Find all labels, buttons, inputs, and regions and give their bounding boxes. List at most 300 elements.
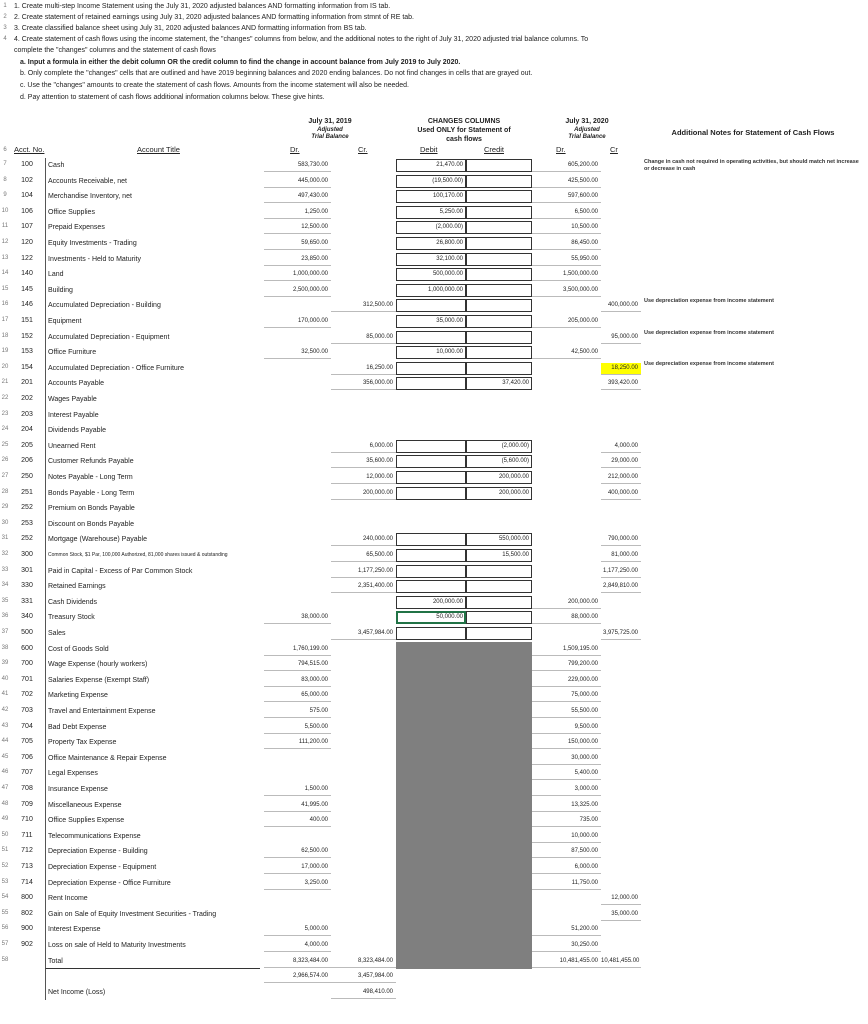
change-credit-cell[interactable]: 37,420.00 bbox=[502, 380, 529, 387]
cr-2020-cell[interactable] bbox=[601, 254, 641, 265]
change-credit-cell[interactable]: (5,600.00) bbox=[501, 458, 529, 465]
cr-2020-cell[interactable] bbox=[601, 394, 641, 405]
change-debit-cell[interactable] bbox=[396, 784, 466, 795]
cr-2019-cell[interactable] bbox=[331, 909, 396, 920]
change-debit-cell[interactable] bbox=[396, 659, 466, 670]
dr-2019-cell[interactable] bbox=[264, 519, 331, 530]
dr-2020-cell[interactable] bbox=[532, 566, 601, 577]
cr-2020-cell[interactable]: 3,975,725.00 bbox=[602, 630, 638, 636]
dr-2020-cell[interactable]: 425,500.00 bbox=[567, 177, 598, 184]
dr-2019-cell[interactable] bbox=[264, 909, 331, 920]
cr-2020-cell[interactable] bbox=[601, 269, 641, 280]
cr-2019-cell[interactable] bbox=[331, 347, 396, 358]
change-credit-cell[interactable] bbox=[466, 222, 532, 233]
dr-2019-cell[interactable] bbox=[264, 363, 331, 374]
dr-2019-cell[interactable]: 445,000.00 bbox=[297, 177, 328, 184]
change-debit-cell[interactable]: 35,000.00 bbox=[436, 318, 463, 324]
dr-2020-cell[interactable]: 55,950.00 bbox=[571, 255, 598, 262]
cr-2019-cell[interactable] bbox=[331, 597, 396, 608]
change-credit-cell[interactable] bbox=[466, 316, 532, 327]
change-credit-cell[interactable] bbox=[466, 784, 532, 795]
cr-2020-cell[interactable] bbox=[601, 675, 641, 686]
cr-2020-cell[interactable] bbox=[601, 207, 641, 218]
change-debit-cell[interactable] bbox=[396, 488, 466, 499]
dr-2019-cell[interactable] bbox=[264, 768, 331, 779]
change-credit-cell[interactable] bbox=[466, 254, 532, 265]
change-debit-cell[interactable] bbox=[396, 940, 466, 951]
dr-2019-cell[interactable] bbox=[264, 472, 331, 483]
dr-2020-cell[interactable]: 735.00 bbox=[579, 817, 598, 824]
dr-2020-cell[interactable] bbox=[532, 488, 601, 499]
change-debit-cell[interactable]: (2,000.00) bbox=[435, 224, 463, 231]
change-debit-cell[interactable] bbox=[396, 363, 466, 374]
cr-2019-cell[interactable] bbox=[331, 768, 396, 779]
dr-2020-cell[interactable]: 605,200.00 bbox=[567, 162, 598, 168]
dr-2020-cell[interactable]: 11,750.00 bbox=[571, 879, 598, 886]
cr-2019-cell[interactable]: 3,457,984.00 bbox=[357, 630, 393, 636]
dr-2019-cell[interactable]: 5,500.00 bbox=[304, 723, 328, 730]
dr-2019-cell[interactable] bbox=[264, 628, 331, 639]
cr-2019-cell[interactable] bbox=[331, 160, 396, 171]
change-credit-cell[interactable] bbox=[466, 566, 532, 577]
cr-2020-cell[interactable] bbox=[601, 425, 641, 436]
change-credit-cell[interactable] bbox=[466, 332, 532, 343]
dr-2020-cell[interactable]: 200,000.00 bbox=[567, 598, 598, 605]
cr-2019-cell[interactable]: 12,000.00 bbox=[366, 474, 393, 480]
dr-2019-cell[interactable]: 5,000.00 bbox=[304, 926, 328, 933]
dr-2019-cell[interactable]: 8,323,484.00 bbox=[292, 957, 328, 964]
dr-2019-cell[interactable]: 59,650.00 bbox=[301, 240, 328, 246]
change-credit-cell[interactable] bbox=[466, 160, 532, 171]
dr-2019-cell[interactable]: 2,966,574.00 bbox=[292, 973, 328, 980]
dr-2019-cell[interactable]: 62,500.00 bbox=[301, 848, 328, 855]
cr-2020-cell[interactable] bbox=[601, 815, 641, 826]
dr-2020-cell[interactable] bbox=[532, 425, 601, 436]
change-debit-cell[interactable]: 100,170.00 bbox=[432, 193, 463, 200]
dr-2019-cell[interactable] bbox=[264, 987, 331, 998]
dr-2020-cell[interactable]: 9,500.00 bbox=[574, 723, 598, 730]
cr-2020-cell[interactable]: 18,250.00 bbox=[601, 363, 641, 374]
change-debit-cell[interactable] bbox=[396, 846, 466, 857]
change-debit-cell[interactable] bbox=[396, 971, 466, 982]
dr-2020-cell[interactable] bbox=[532, 363, 601, 374]
dr-2020-cell[interactable] bbox=[532, 456, 601, 467]
cr-2020-cell[interactable]: 35,000.00 bbox=[611, 910, 638, 917]
dr-2020-cell[interactable]: 10,500.00 bbox=[571, 224, 598, 231]
change-debit-cell[interactable] bbox=[396, 675, 466, 686]
change-debit-cell[interactable]: 10,000.00 bbox=[436, 349, 463, 356]
cr-2019-cell[interactable] bbox=[331, 503, 396, 514]
change-credit-cell[interactable] bbox=[466, 909, 532, 920]
dr-2019-cell[interactable]: 2,500,000.00 bbox=[292, 286, 328, 293]
dr-2019-cell[interactable]: 65,000.00 bbox=[301, 692, 328, 699]
dr-2020-cell[interactable]: 597,600.00 bbox=[567, 193, 598, 200]
dr-2020-cell[interactable] bbox=[532, 300, 601, 311]
cr-2019-cell[interactable]: 85,000.00 bbox=[366, 333, 393, 340]
cr-2019-cell[interactable]: 200,000.00 bbox=[362, 489, 393, 496]
change-debit-cell[interactable] bbox=[396, 722, 466, 733]
change-debit-cell[interactable] bbox=[396, 581, 466, 592]
change-credit-cell[interactable] bbox=[466, 831, 532, 842]
cr-2019-cell[interactable] bbox=[331, 690, 396, 701]
cr-2019-cell[interactable] bbox=[331, 410, 396, 421]
cr-2020-cell[interactable] bbox=[601, 706, 641, 717]
cr-2019-cell[interactable]: 498,410.00 bbox=[362, 988, 393, 995]
change-debit-cell[interactable]: 26,800.00 bbox=[436, 240, 463, 246]
cr-2020-cell[interactable] bbox=[601, 238, 641, 249]
cr-2019-cell[interactable] bbox=[331, 238, 396, 249]
dr-2020-cell[interactable]: 799,200.00 bbox=[567, 661, 598, 668]
cr-2020-cell[interactable]: 12,000.00 bbox=[611, 895, 638, 902]
cr-2020-cell[interactable] bbox=[601, 846, 641, 857]
cr-2020-cell[interactable] bbox=[601, 940, 641, 951]
cr-2020-cell[interactable] bbox=[601, 347, 641, 358]
dr-2019-cell[interactable] bbox=[264, 753, 331, 764]
dr-2019-cell[interactable]: 1,250.00 bbox=[304, 208, 328, 215]
cr-2020-cell[interactable] bbox=[601, 784, 641, 795]
cr-2020-cell[interactable] bbox=[601, 971, 641, 982]
change-debit-cell[interactable]: 200,000.00 bbox=[432, 598, 463, 605]
dr-2019-cell[interactable] bbox=[264, 425, 331, 436]
change-debit-cell[interactable] bbox=[396, 815, 466, 826]
change-credit-cell[interactable] bbox=[466, 628, 532, 639]
cr-2019-cell[interactable]: 312,500.00 bbox=[362, 302, 393, 309]
dr-2020-cell[interactable] bbox=[532, 332, 601, 343]
cr-2020-cell[interactable]: 4,000.00 bbox=[614, 442, 638, 449]
change-debit-cell[interactable]: 500,000.00 bbox=[432, 271, 463, 278]
dr-2020-cell[interactable] bbox=[532, 581, 601, 592]
dr-2020-cell[interactable]: 10,481,455.00 bbox=[559, 957, 598, 964]
cr-2019-cell[interactable] bbox=[331, 737, 396, 748]
cr-2019-cell[interactable] bbox=[331, 269, 396, 280]
cr-2019-cell[interactable]: 35,600.00 bbox=[366, 458, 393, 465]
change-credit-cell[interactable] bbox=[466, 878, 532, 889]
change-debit-cell[interactable] bbox=[396, 566, 466, 577]
change-credit-cell[interactable] bbox=[466, 644, 532, 655]
dr-2020-cell[interactable] bbox=[532, 534, 601, 545]
cr-2019-cell[interactable]: 2,351,400.00 bbox=[357, 583, 393, 590]
change-debit-cell[interactable] bbox=[396, 690, 466, 701]
change-debit-cell[interactable] bbox=[396, 472, 466, 483]
dr-2019-cell[interactable] bbox=[264, 441, 331, 452]
dr-2020-cell[interactable]: 51,200.00 bbox=[571, 926, 598, 933]
change-credit-cell[interactable] bbox=[466, 425, 532, 436]
change-debit-cell[interactable] bbox=[396, 893, 466, 904]
cr-2019-cell[interactable] bbox=[331, 519, 396, 530]
cr-2019-cell[interactable] bbox=[331, 893, 396, 904]
cr-2020-cell[interactable]: 10,481,455.00 bbox=[601, 957, 640, 964]
dr-2019-cell[interactable]: 170,000.00 bbox=[297, 318, 328, 324]
cr-2020-cell[interactable] bbox=[601, 987, 641, 998]
change-credit-cell[interactable] bbox=[466, 940, 532, 951]
change-credit-cell[interactable] bbox=[466, 737, 532, 748]
change-debit-cell[interactable] bbox=[396, 987, 466, 998]
dr-2020-cell[interactable] bbox=[532, 550, 601, 561]
cr-2020-cell[interactable] bbox=[601, 191, 641, 202]
change-credit-cell[interactable] bbox=[466, 768, 532, 779]
dr-2019-cell[interactable]: 111,200.00 bbox=[298, 739, 328, 746]
cr-2020-cell[interactable]: 29,000.00 bbox=[611, 458, 638, 465]
cr-2019-cell[interactable] bbox=[331, 924, 396, 935]
cr-2019-cell[interactable] bbox=[331, 222, 396, 233]
dr-2020-cell[interactable]: 86,450.00 bbox=[571, 240, 598, 246]
cr-2019-cell[interactable] bbox=[331, 706, 396, 717]
cr-2020-cell[interactable] bbox=[601, 690, 641, 701]
cr-2019-cell[interactable] bbox=[331, 878, 396, 889]
dr-2019-cell[interactable]: 38,000.00 bbox=[301, 614, 328, 621]
cr-2020-cell[interactable] bbox=[601, 503, 641, 514]
change-credit-cell[interactable]: 200,000.00 bbox=[498, 489, 529, 496]
dr-2019-cell[interactable]: 17,000.00 bbox=[301, 864, 328, 870]
change-debit-cell[interactable]: (19,500.00) bbox=[432, 177, 463, 184]
change-credit-cell[interactable] bbox=[466, 207, 532, 218]
dr-2019-cell[interactable]: 497,430.00 bbox=[297, 193, 328, 200]
dr-2020-cell[interactable] bbox=[532, 378, 601, 389]
dr-2020-cell[interactable] bbox=[532, 628, 601, 639]
cr-2019-cell[interactable] bbox=[331, 753, 396, 764]
dr-2020-cell[interactable]: 10,000.00 bbox=[571, 832, 598, 839]
cr-2020-cell[interactable] bbox=[601, 222, 641, 233]
dr-2020-cell[interactable]: 42,500.00 bbox=[571, 349, 598, 356]
cr-2020-cell[interactable] bbox=[601, 659, 641, 670]
dr-2019-cell[interactable] bbox=[264, 456, 331, 467]
change-debit-cell[interactable] bbox=[396, 300, 466, 311]
change-credit-cell[interactable] bbox=[466, 410, 532, 421]
cr-2020-cell[interactable] bbox=[601, 878, 641, 889]
cr-2020-cell[interactable]: 95,000.00 bbox=[611, 333, 638, 340]
dr-2019-cell[interactable] bbox=[264, 394, 331, 405]
change-debit-cell[interactable] bbox=[396, 706, 466, 717]
dr-2020-cell[interactable] bbox=[532, 971, 601, 982]
dr-2020-cell[interactable] bbox=[532, 394, 601, 405]
cr-2020-cell[interactable] bbox=[601, 316, 641, 327]
cr-2019-cell[interactable]: 1,177,250.00 bbox=[357, 567, 393, 574]
cr-2019-cell[interactable] bbox=[331, 862, 396, 873]
dr-2020-cell[interactable] bbox=[532, 987, 601, 998]
dr-2019-cell[interactable] bbox=[264, 581, 331, 592]
dr-2019-cell[interactable]: 4,000.00 bbox=[304, 942, 328, 948]
cr-2020-cell[interactable]: 400,000.00 bbox=[607, 302, 638, 309]
change-credit-cell[interactable] bbox=[466, 612, 532, 623]
cr-2019-cell[interactable] bbox=[331, 285, 396, 296]
change-credit-cell[interactable] bbox=[466, 815, 532, 826]
dr-2019-cell[interactable] bbox=[264, 550, 331, 561]
change-credit-cell[interactable] bbox=[466, 753, 532, 764]
change-credit-cell[interactable] bbox=[466, 363, 532, 374]
dr-2020-cell[interactable]: 55,500.00 bbox=[571, 708, 598, 714]
change-credit-cell[interactable]: 550,000.00 bbox=[498, 536, 529, 543]
change-credit-cell[interactable] bbox=[466, 519, 532, 530]
cr-2019-cell[interactable]: 8,323,484.00 bbox=[357, 957, 393, 964]
change-credit-cell[interactable] bbox=[466, 597, 532, 608]
change-debit-cell[interactable] bbox=[396, 378, 466, 389]
change-credit-cell[interactable] bbox=[466, 191, 532, 202]
dr-2019-cell[interactable]: 83,000.00 bbox=[301, 676, 328, 683]
cr-2020-cell[interactable] bbox=[601, 410, 641, 421]
dr-2020-cell[interactable]: 1,509,195.00 bbox=[562, 645, 598, 652]
cr-2019-cell[interactable] bbox=[331, 316, 396, 327]
cr-2019-cell[interactable] bbox=[331, 831, 396, 842]
change-debit-cell[interactable] bbox=[396, 550, 466, 561]
dr-2019-cell[interactable] bbox=[264, 503, 331, 514]
dr-2020-cell[interactable]: 6,500.00 bbox=[574, 208, 598, 215]
cr-2019-cell[interactable]: 3,457,984.00 bbox=[357, 973, 393, 980]
change-credit-cell[interactable] bbox=[466, 581, 532, 592]
change-credit-cell[interactable] bbox=[466, 690, 532, 701]
cr-2020-cell[interactable]: 1,177,250.00 bbox=[602, 567, 638, 574]
change-credit-cell[interactable] bbox=[466, 675, 532, 686]
cr-2020-cell[interactable] bbox=[601, 831, 641, 842]
change-credit-cell[interactable]: (2,000.00) bbox=[501, 442, 529, 449]
cr-2020-cell[interactable] bbox=[601, 597, 641, 608]
dr-2019-cell[interactable]: 12,500.00 bbox=[301, 224, 328, 231]
cr-2020-cell[interactable] bbox=[601, 737, 641, 748]
cr-2019-cell[interactable] bbox=[331, 612, 396, 623]
change-credit-cell[interactable] bbox=[466, 503, 532, 514]
change-credit-cell[interactable]: 15,500.00 bbox=[502, 552, 529, 558]
change-debit-cell[interactable] bbox=[396, 737, 466, 748]
dr-2019-cell[interactable] bbox=[264, 534, 331, 545]
change-debit-cell[interactable] bbox=[396, 456, 466, 467]
cr-2020-cell[interactable] bbox=[601, 644, 641, 655]
change-debit-cell[interactable] bbox=[396, 425, 466, 436]
change-credit-cell[interactable] bbox=[466, 176, 532, 187]
dr-2020-cell[interactable] bbox=[532, 503, 601, 514]
change-debit-cell[interactable] bbox=[396, 909, 466, 920]
dr-2019-cell[interactable]: 400.00 bbox=[309, 817, 328, 824]
change-debit-cell[interactable] bbox=[396, 831, 466, 842]
change-credit-cell[interactable] bbox=[466, 238, 532, 249]
cr-2020-cell[interactable] bbox=[601, 176, 641, 187]
cr-2019-cell[interactable] bbox=[331, 940, 396, 951]
change-credit-cell[interactable] bbox=[466, 300, 532, 311]
change-credit-cell[interactable] bbox=[466, 971, 532, 982]
change-credit-cell[interactable] bbox=[466, 269, 532, 280]
change-debit-cell[interactable] bbox=[396, 332, 466, 343]
change-debit-cell[interactable]: 5,250.00 bbox=[439, 208, 463, 215]
change-credit-cell[interactable] bbox=[466, 659, 532, 670]
cr-2019-cell[interactable]: 240,000.00 bbox=[362, 536, 393, 543]
change-credit-cell[interactable] bbox=[466, 924, 532, 935]
dr-2019-cell[interactable]: 23,850.00 bbox=[301, 255, 328, 262]
change-debit-cell[interactable]: 50,000.00 bbox=[436, 614, 463, 621]
change-debit-cell[interactable] bbox=[396, 410, 466, 421]
cr-2020-cell[interactable] bbox=[601, 768, 641, 779]
dr-2019-cell[interactable] bbox=[264, 378, 331, 389]
change-debit-cell[interactable] bbox=[396, 924, 466, 935]
cr-2020-cell[interactable]: 2,849,810.00 bbox=[602, 583, 638, 590]
cr-2020-cell[interactable] bbox=[601, 753, 641, 764]
cr-2019-cell[interactable] bbox=[331, 659, 396, 670]
change-credit-cell[interactable] bbox=[466, 846, 532, 857]
change-debit-cell[interactable] bbox=[396, 441, 466, 452]
dr-2020-cell[interactable]: 88,000.00 bbox=[571, 614, 598, 621]
cr-2019-cell[interactable] bbox=[331, 815, 396, 826]
cr-2020-cell[interactable] bbox=[601, 722, 641, 733]
change-debit-cell[interactable] bbox=[396, 878, 466, 889]
cr-2020-cell[interactable]: 393,420.00 bbox=[607, 380, 638, 387]
change-debit-cell[interactable] bbox=[396, 394, 466, 405]
dr-2020-cell[interactable] bbox=[532, 472, 601, 483]
dr-2019-cell[interactable] bbox=[264, 566, 331, 577]
cr-2019-cell[interactable] bbox=[331, 207, 396, 218]
dr-2020-cell[interactable] bbox=[532, 909, 601, 920]
cr-2020-cell[interactable] bbox=[601, 285, 641, 296]
cr-2019-cell[interactable] bbox=[331, 800, 396, 811]
change-credit-cell[interactable] bbox=[466, 800, 532, 811]
dr-2019-cell[interactable]: 1,000,000.00 bbox=[292, 271, 328, 278]
change-debit-cell[interactable] bbox=[396, 534, 466, 545]
dr-2020-cell[interactable]: 30,250.00 bbox=[571, 942, 598, 948]
dr-2019-cell[interactable] bbox=[264, 332, 331, 343]
cr-2020-cell[interactable] bbox=[601, 160, 641, 171]
change-debit-cell[interactable]: 21,470.00 bbox=[436, 162, 463, 168]
cr-2020-cell[interactable] bbox=[601, 800, 641, 811]
change-debit-cell[interactable] bbox=[396, 519, 466, 530]
cr-2019-cell[interactable] bbox=[331, 644, 396, 655]
cr-2019-cell[interactable] bbox=[331, 722, 396, 733]
change-credit-cell[interactable] bbox=[466, 706, 532, 717]
change-debit-cell[interactable] bbox=[396, 768, 466, 779]
dr-2020-cell[interactable]: 229,000.00 bbox=[567, 676, 598, 683]
dr-2020-cell[interactable]: 30,000.00 bbox=[571, 754, 598, 761]
change-debit-cell[interactable] bbox=[396, 956, 466, 967]
change-credit-cell[interactable] bbox=[466, 394, 532, 405]
change-credit-cell[interactable] bbox=[466, 862, 532, 873]
dr-2019-cell[interactable] bbox=[264, 488, 331, 499]
dr-2019-cell[interactable] bbox=[264, 597, 331, 608]
cr-2019-cell[interactable] bbox=[331, 846, 396, 857]
change-debit-cell[interactable] bbox=[396, 628, 466, 639]
change-debit-cell[interactable] bbox=[396, 862, 466, 873]
dr-2020-cell[interactable]: 205,000.00 bbox=[567, 318, 598, 324]
cr-2019-cell[interactable] bbox=[331, 191, 396, 202]
cr-2019-cell[interactable] bbox=[331, 394, 396, 405]
dr-2020-cell[interactable] bbox=[532, 410, 601, 421]
cr-2019-cell[interactable] bbox=[331, 176, 396, 187]
dr-2019-cell[interactable]: 1,500.00 bbox=[304, 786, 328, 792]
cr-2020-cell[interactable]: 400,000.00 bbox=[607, 489, 638, 496]
dr-2019-cell[interactable] bbox=[264, 831, 331, 842]
change-credit-cell[interactable] bbox=[466, 956, 532, 967]
cr-2020-cell[interactable]: 212,000.00 bbox=[607, 474, 638, 480]
change-debit-cell[interactable]: 32,100.00 bbox=[436, 255, 463, 262]
dr-2020-cell[interactable]: 3,000.00 bbox=[574, 786, 598, 792]
dr-2019-cell[interactable]: 32,500.00 bbox=[301, 349, 328, 356]
dr-2019-cell[interactable]: 1,760,199.00 bbox=[292, 645, 328, 652]
cr-2019-cell[interactable] bbox=[331, 675, 396, 686]
cr-2019-cell[interactable] bbox=[331, 784, 396, 795]
change-credit-cell[interactable] bbox=[466, 987, 532, 998]
dr-2020-cell[interactable]: 150,000.00 bbox=[567, 739, 598, 746]
change-credit-cell[interactable] bbox=[466, 347, 532, 358]
dr-2020-cell[interactable]: 13,325.00 bbox=[571, 801, 598, 808]
dr-2019-cell[interactable] bbox=[264, 410, 331, 421]
cr-2019-cell[interactable] bbox=[331, 254, 396, 265]
cr-2020-cell[interactable]: 81,000.00 bbox=[611, 552, 638, 558]
change-debit-cell[interactable] bbox=[396, 800, 466, 811]
cr-2020-cell[interactable] bbox=[601, 862, 641, 873]
dr-2019-cell[interactable] bbox=[264, 893, 331, 904]
change-credit-cell[interactable]: 200,000.00 bbox=[498, 474, 529, 480]
dr-2020-cell[interactable]: 6,000.00 bbox=[574, 864, 598, 870]
cr-2019-cell[interactable]: 6,000.00 bbox=[369, 442, 393, 449]
dr-2020-cell[interactable] bbox=[532, 519, 601, 530]
change-debit-cell[interactable] bbox=[396, 644, 466, 655]
dr-2019-cell[interactable]: 794,515.00 bbox=[297, 661, 328, 668]
dr-2019-cell[interactable]: 575.00 bbox=[309, 708, 328, 714]
cr-2019-cell[interactable] bbox=[331, 425, 396, 436]
